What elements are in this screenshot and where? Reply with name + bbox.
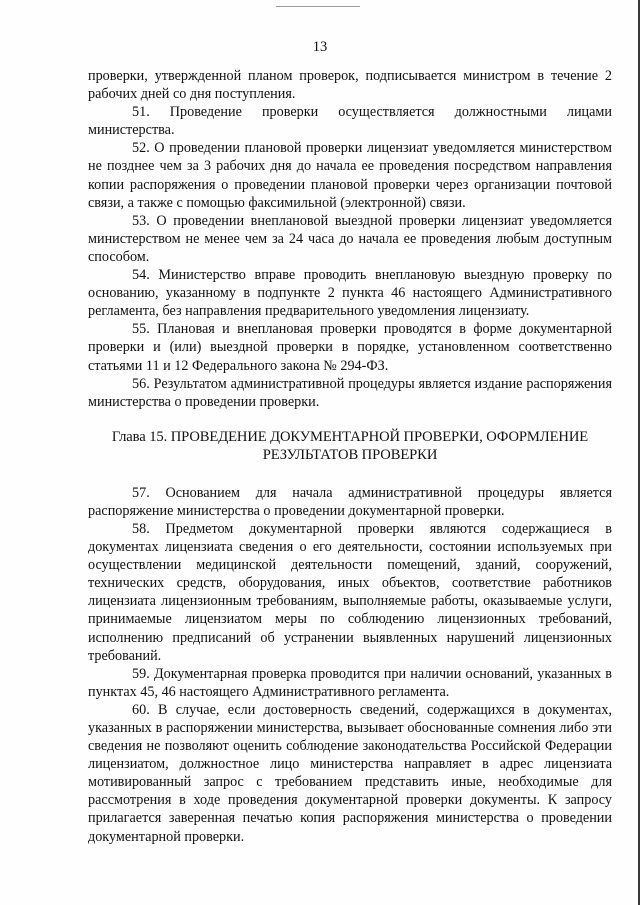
paragraph-53: 53. О проведении внеплановой выездной проверки лицензиат уведомляется министерством не менее чем за 24 часа до начала ее проведения любым доступным способом. bbox=[88, 212, 612, 265]
paragraph-52: 52. О проведении плановой проверки лицензиат уведомляется министерством не позднее чем за 3 рабочих дня до начала ее проведения посредством направления копии распоряжения о проведении плановой проверки через организации почтовой связи, а также с помощью факсимильной (электронной) связи. bbox=[88, 140, 612, 211]
paragraph-continuation: проверки, утвержденной планом проверок, подписывается министром в течение 2 рабочих дней со дня поступления. bbox=[88, 68, 612, 103]
paragraph-58: 58. Предметом документарной проверки являются содержащиеся в документах лицензиата сведения о его деятельности, состоянии используемых при осуществлении медицинской деятельности помещений, зданий, сооружений, технических средств, оборудования, иных объектов, соответствие работников лицензиата лицензионным требованиям, выполняемые работы, оказываемые услуги, принимаемые лицензиатом меры по соблюдению лицензионных требований, исполнению предписаний об устранении выявленных нарушений лицензионных требований. bbox=[88, 520, 612, 664]
paragraph-51: 51. Проведение проверки осуществляется должностными лицами министерства. bbox=[88, 104, 612, 139]
document-body bbox=[88, 67, 612, 846]
paragraph-57: 57. Основанием для начала административной процедуры является распоряжение министерства о проведении документарной проверки. bbox=[88, 484, 612, 519]
top-divider bbox=[276, 6, 360, 7]
paragraph-54: 54. Министерство вправе проводить внеплановую выездную проверку по основанию, указанному в подпункте 2 пункта 46 настоящего Административного регламента, без направления предварительного уведомления лицензиату. bbox=[88, 267, 612, 320]
paragraph-59: 59. Документарная проверка проводится при наличии оснований, указанных в пунктах 45, 46 настоящего Административного регламента. bbox=[88, 665, 612, 700]
paragraph-60: 60. В случае, если достоверность сведений, содержащихся в документах, указанных в распоряжении министерства, вызывает обоснованные сомнения либо эти сведения не позволяют оценить соблюдение законодательства Российской Федерации лицензиатом, должностное лицо министерства направляет в адрес лицензиата мотивированный запрос с требованием представить иные, необходимые для рассмотрения в ходе проведения документарной проверки документы. К запросу прилагается заверенная печатью копия распоряжения министерства о проведении документарной проверки. bbox=[88, 701, 612, 845]
chapter-heading-line-2: РЕЗУЛЬТАТОВ ПРОВЕРКИ bbox=[262, 447, 438, 464]
paragraph-56: 56. Результатом административной процедуры является издание распоряжения министерства о проведении проверки. bbox=[88, 375, 612, 410]
chapter-heading-line-1: Глава 15. ПРОВЕДЕНИЕ ДОКУМЕНТАРНОЙ ПРОВЕРКИ, ОФОРМЛЕНИЕ bbox=[111, 428, 589, 445]
chapter-heading bbox=[88, 428, 612, 465]
page-number: 13 bbox=[312, 39, 328, 55]
paragraph-55: 55. Плановая и внеплановая проверки проводятся в форме документарной проверки и (или) выездной проверки в порядке, установленном соответственно статьями 11 и 12 Федерального закона № 294-ФЗ. bbox=[88, 321, 612, 374]
